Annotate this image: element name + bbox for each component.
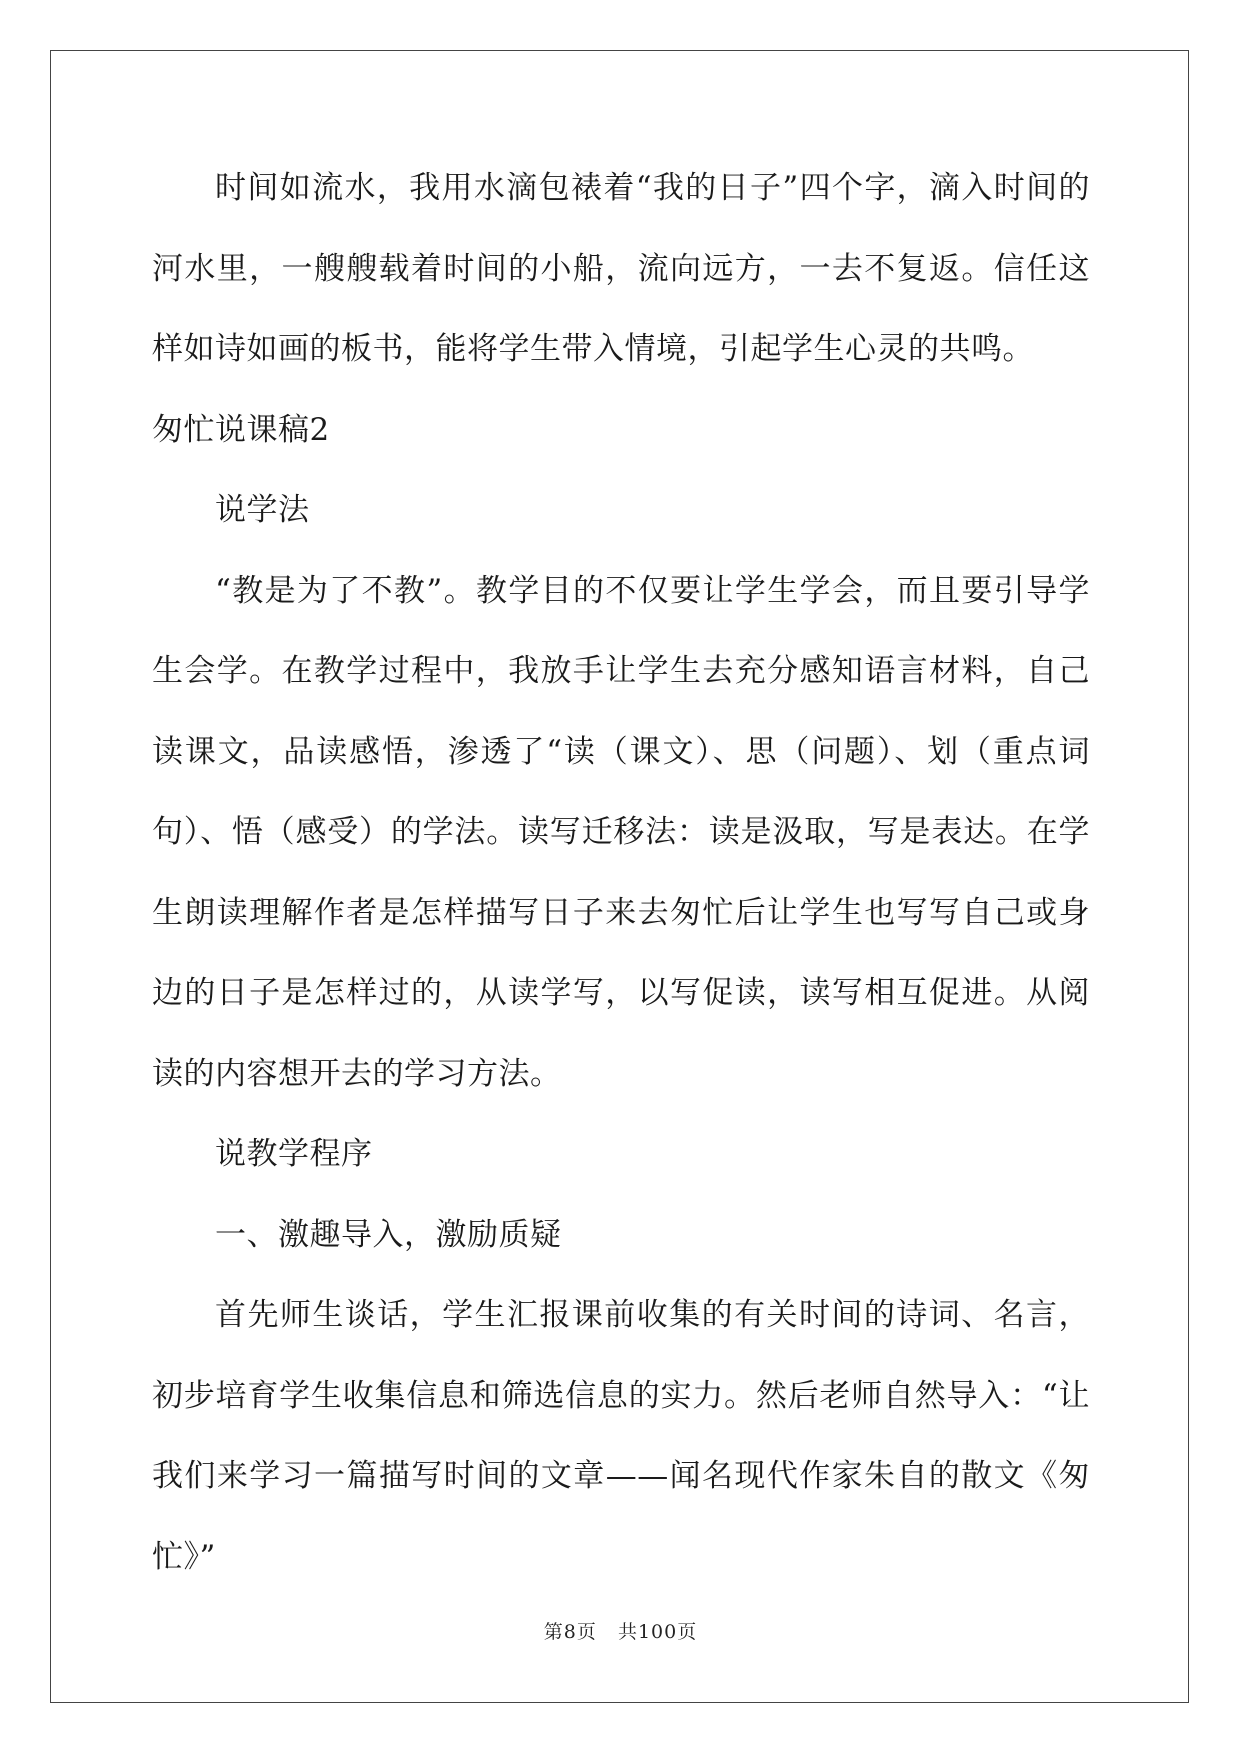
document-body <box>152 168 1090 1597</box>
heading-teaching-procedure: 说教学程序 <box>215 1136 373 1172</box>
heading-step-one: 一、激趣导入，激励质疑 <box>215 1216 562 1253</box>
heading-learning-method: 说学法 <box>215 492 310 528</box>
paragraph-learning-method: “教是为了不教”。教学目的不仅要让学生学会，而且要引导学生会学。在教学过程中，我放手让学生去充分感知语言材料，自己读课文，品读感悟，渗透了“读（课文）、思（问题）、划（重点词句）、悟（感受）的学法。读写迁移法：读是汲取，写是表达。在学生朗读理解作者是怎样描写日子来去匆忙后让学生也写写自己或身边的日子是怎样过的，从读学写，以写促读，读写相互促进。从阅读的内容想开去的学习方法。 <box>152 572 1090 1092</box>
paragraph-blackboard-design: 时间如流水，我用水滴包裱着“我的日子”四个字，滴入时间的河水里，一艘艘载着时间的小船，流向远方，一去不复返。信任这样如诗如画的板书，能将学生带入情境，引起学生心灵的共鸣。 <box>152 170 1090 367</box>
page-number-label: 第8页 共100页 <box>543 1621 698 1643</box>
page-number-footer <box>0 1617 1241 1644</box>
section-title: 匆忙说课稿2 <box>152 411 330 448</box>
paragraph-step-one: 首先师生谈话，学生汇报课前收集的有关时间的诗词、名言，初步培育学生收集信息和筛选信息的实力。然后老师自然导入：“让我们来学习一篇描写时间的文章——闻名现代作家朱自的散文《匆忙》” <box>152 1297 1090 1575</box>
